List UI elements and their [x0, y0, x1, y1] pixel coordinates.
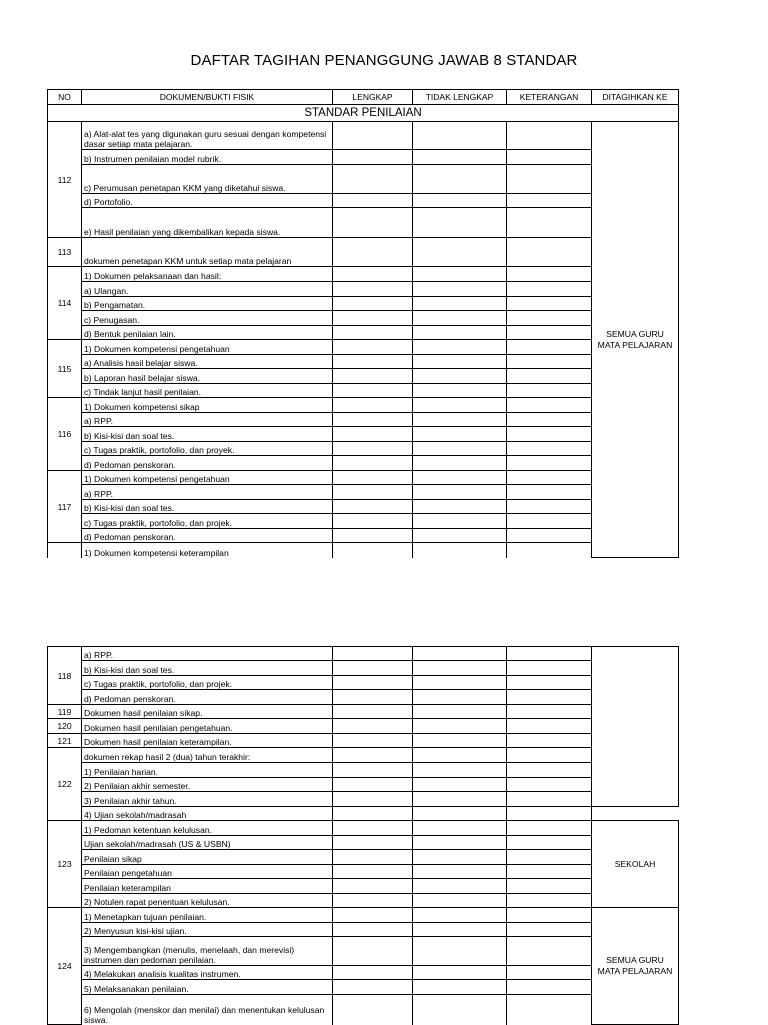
- lengkap-cell[interactable]: [333, 456, 413, 471]
- tagihan-table-1: [47, 89, 679, 558]
- document-item: 5) Melaksanakan penilaian.: [82, 980, 333, 995]
- tidak-lengkap-cell[interactable]: [413, 980, 507, 995]
- row-number: 116: [48, 398, 82, 471]
- lengkap-cell[interactable]: [333, 208, 413, 238]
- keterangan-cell[interactable]: [507, 995, 592, 1025]
- keterangan-cell[interactable]: [507, 398, 592, 413]
- tidak-lengkap-cell[interactable]: [413, 966, 507, 980]
- lengkap-cell[interactable]: [333, 705, 413, 719]
- keterangan-cell[interactable]: [507, 456, 592, 471]
- lengkap-cell[interactable]: [333, 326, 413, 340]
- keterangan-cell[interactable]: [507, 514, 592, 529]
- keterangan-cell[interactable]: [507, 923, 592, 937]
- document-item: a) RPP.: [82, 485, 333, 500]
- keterangan-cell[interactable]: [507, 267, 592, 282]
- document-item: c) Tindak lanjut hasil penilaian.: [82, 384, 333, 398]
- lengkap-cell[interactable]: [333, 282, 413, 297]
- tidak-lengkap-cell[interactable]: [413, 792, 507, 807]
- tidak-lengkap-cell[interactable]: [413, 297, 507, 311]
- keterangan-cell[interactable]: [507, 543, 592, 558]
- document-item: d) Portofolio.: [82, 194, 333, 208]
- lengkap-cell[interactable]: [333, 763, 413, 778]
- tidak-lengkap-cell[interactable]: [413, 456, 507, 471]
- keterangan-cell[interactable]: [507, 908, 592, 923]
- lengkap-cell[interactable]: [333, 238, 413, 267]
- keterangan-cell[interactable]: [507, 238, 592, 267]
- document-item: c) Tugas praktik, portofolio, dan projek.: [82, 514, 333, 529]
- table-header-row: [48, 90, 679, 105]
- col-header-tidak-lengkap: TIDAK LENGKAP: [413, 90, 507, 105]
- lengkap-cell[interactable]: [333, 442, 413, 456]
- lengkap-cell[interactable]: [333, 850, 413, 865]
- document-item: dokumen penetapan KKM untuk setiap mata pelajaran: [82, 238, 333, 267]
- document-item: c) Tugas praktik, portofolio, dan projek.: [82, 676, 333, 690]
- document-item: 3) Mengembangkan (menulis, menelaah, dan merevisi) instrumen dan pedoman penilaian.: [82, 937, 333, 966]
- lengkap-cell[interactable]: [333, 778, 413, 792]
- lengkap-cell[interactable]: [333, 966, 413, 980]
- document-item: 1) Pedoman ketentuan kelulusan.: [82, 821, 333, 836]
- document-item: 6) Mengolah (menskor dan menilai) dan menentukan kelulusan siswa.: [82, 995, 333, 1025]
- document-item: a) RPP.: [82, 647, 333, 661]
- assignee-cell-empty: [592, 647, 679, 807]
- keterangan-cell[interactable]: [507, 165, 592, 194]
- document-item: 4) Melakukan analisis kualitas instrumen.: [82, 966, 333, 980]
- tidak-lengkap-cell[interactable]: [413, 865, 507, 879]
- document-item: c) Perumusan penetapan KKM yang diketahui siswa.: [82, 165, 333, 194]
- tidak-lengkap-cell[interactable]: [413, 879, 507, 894]
- lengkap-cell[interactable]: [333, 748, 413, 763]
- tidak-lengkap-cell[interactable]: [413, 543, 507, 558]
- tidak-lengkap-cell[interactable]: [413, 442, 507, 456]
- lengkap-cell[interactable]: [333, 384, 413, 398]
- keterangan-cell[interactable]: [507, 122, 592, 150]
- keterangan-cell[interactable]: [507, 355, 592, 369]
- lengkap-cell[interactable]: [333, 369, 413, 384]
- lengkap-cell[interactable]: [333, 647, 413, 661]
- document-item: a) Alat-alat tes yang digunakan guru sesuai dengan kompetensi dasar setiap mata pelajaran.: [82, 122, 333, 150]
- document-item: Dokumen hasil penilaian keterampilan.: [82, 734, 333, 748]
- row-number: 114: [48, 267, 82, 340]
- tidak-lengkap-cell[interactable]: [413, 995, 507, 1025]
- document-item: 1) Dokumen kompetensi keterampilan: [82, 543, 333, 558]
- lengkap-cell[interactable]: [333, 937, 413, 966]
- tidak-lengkap-cell[interactable]: [413, 355, 507, 369]
- tidak-lengkap-cell[interactable]: [413, 734, 507, 748]
- tidak-lengkap-cell[interactable]: [413, 923, 507, 937]
- lengkap-cell[interactable]: [333, 340, 413, 355]
- lengkap-cell[interactable]: [333, 807, 413, 821]
- tidak-lengkap-cell[interactable]: [413, 500, 507, 514]
- lengkap-cell[interactable]: [333, 471, 413, 485]
- keterangan-cell[interactable]: [507, 311, 592, 326]
- row-number: 115: [48, 340, 82, 398]
- document-item: c) Tugas praktik, portofolio, dan proyek.: [82, 442, 333, 456]
- document-item: 1) Penilaian harian.: [82, 763, 333, 778]
- document-item: 4) Ujian sekolah/madrasah: [82, 807, 333, 821]
- lengkap-cell[interactable]: [333, 543, 413, 558]
- assignee-cell: SEKOLAH: [592, 821, 679, 908]
- lengkap-cell[interactable]: [333, 821, 413, 836]
- lengkap-cell[interactable]: [333, 485, 413, 500]
- keterangan-cell[interactable]: [507, 778, 592, 792]
- lengkap-cell[interactable]: [333, 792, 413, 807]
- row-number: 121: [48, 734, 82, 748]
- document-item: b) Kisi-kisi dan soal tes.: [82, 427, 333, 442]
- document-item: Penilaian keterampilan: [82, 879, 333, 894]
- tidak-lengkap-cell[interactable]: [413, 690, 507, 705]
- document-item: b) Kisi-kisi dan soal tes.: [82, 500, 333, 514]
- lengkap-cell[interactable]: [333, 194, 413, 208]
- tidak-lengkap-cell[interactable]: [413, 748, 507, 763]
- keterangan-cell[interactable]: [507, 894, 592, 908]
- tidak-lengkap-cell[interactable]: [413, 122, 507, 150]
- document-item: d) Pedoman penskoran.: [82, 456, 333, 471]
- document-item: 1) Menetapkan tujuan penilaian.: [82, 908, 333, 923]
- tidak-lengkap-cell[interactable]: [413, 398, 507, 413]
- keterangan-cell[interactable]: [507, 413, 592, 427]
- col-header-lengkap: LENGKAP: [333, 90, 413, 105]
- tidak-lengkap-cell[interactable]: [413, 763, 507, 778]
- tidak-lengkap-cell[interactable]: [413, 413, 507, 427]
- lengkap-cell[interactable]: [333, 894, 413, 908]
- col-header-no: NO: [48, 90, 82, 105]
- document-item: c) Penugasan.: [82, 311, 333, 326]
- lengkap-cell[interactable]: [333, 297, 413, 311]
- tidak-lengkap-cell[interactable]: [413, 807, 507, 821]
- keterangan-cell[interactable]: [507, 792, 592, 807]
- document-item: 1) Dokumen pelaksanaan dan hasil:: [82, 267, 333, 282]
- keterangan-cell[interactable]: [507, 807, 592, 821]
- lengkap-cell[interactable]: [333, 122, 413, 150]
- lengkap-cell[interactable]: [333, 355, 413, 369]
- keterangan-cell[interactable]: [507, 676, 592, 690]
- keterangan-cell[interactable]: [507, 719, 592, 734]
- keterangan-cell[interactable]: [507, 966, 592, 980]
- lengkap-cell[interactable]: [333, 514, 413, 529]
- tidak-lengkap-cell[interactable]: [413, 894, 507, 908]
- keterangan-cell[interactable]: [507, 529, 592, 543]
- lengkap-cell[interactable]: [333, 311, 413, 326]
- tidak-lengkap-cell[interactable]: [413, 326, 507, 340]
- tidak-lengkap-cell[interactable]: [413, 705, 507, 719]
- lengkap-cell[interactable]: [333, 995, 413, 1025]
- document-item: Penilaian sikap: [82, 850, 333, 865]
- keterangan-cell[interactable]: [507, 369, 592, 384]
- tidak-lengkap-cell[interactable]: [413, 238, 507, 267]
- tidak-lengkap-cell[interactable]: [413, 937, 507, 966]
- tidak-lengkap-cell[interactable]: [413, 369, 507, 384]
- tidak-lengkap-cell[interactable]: [413, 165, 507, 194]
- row-number: 112: [48, 122, 82, 238]
- lengkap-cell[interactable]: [333, 980, 413, 995]
- col-header-dokumen: DOKUMEN/BUKTI FISIK: [82, 90, 333, 105]
- keterangan-cell[interactable]: [507, 705, 592, 719]
- keterangan-cell[interactable]: [507, 661, 592, 676]
- tidak-lengkap-cell[interactable]: [413, 311, 507, 326]
- tidak-lengkap-cell[interactable]: [413, 647, 507, 661]
- keterangan-cell[interactable]: [507, 734, 592, 748]
- tidak-lengkap-cell[interactable]: [413, 384, 507, 398]
- keterangan-cell[interactable]: [507, 208, 592, 238]
- tidak-lengkap-cell[interactable]: [413, 471, 507, 485]
- document-item: b) Laporan hasil belajar siswa.: [82, 369, 333, 384]
- document-item: dokumen rekap hasil 2 (dua) tahun terakhir:: [82, 748, 333, 763]
- row-number: 118: [48, 647, 82, 705]
- keterangan-cell[interactable]: [507, 427, 592, 442]
- lengkap-cell[interactable]: [333, 165, 413, 194]
- document-item: Ujian sekolah/madrasah (US & USBN): [82, 836, 333, 850]
- keterangan-cell[interactable]: [507, 980, 592, 995]
- document-item: 2) Penilaian akhir semester.: [82, 778, 333, 792]
- keterangan-cell[interactable]: [507, 748, 592, 763]
- lengkap-cell[interactable]: [333, 427, 413, 442]
- keterangan-cell[interactable]: [507, 865, 592, 879]
- lengkap-cell[interactable]: [333, 398, 413, 413]
- tidak-lengkap-cell[interactable]: [413, 427, 507, 442]
- tidak-lengkap-cell[interactable]: [413, 194, 507, 208]
- tidak-lengkap-cell[interactable]: [413, 150, 507, 165]
- row-number: 124: [48, 908, 82, 1025]
- lengkap-cell[interactable]: [333, 719, 413, 734]
- document-item: 1) Dokumen kompetensi pengetahuan: [82, 340, 333, 355]
- lengkap-cell[interactable]: [333, 734, 413, 748]
- tidak-lengkap-cell[interactable]: [413, 340, 507, 355]
- keterangan-cell[interactable]: [507, 340, 592, 355]
- col-header-ditagihkan: DITAGIHKAN KE: [592, 90, 679, 105]
- row-number: 120: [48, 719, 82, 734]
- lengkap-cell[interactable]: [333, 413, 413, 427]
- tidak-lengkap-cell[interactable]: [413, 719, 507, 734]
- lengkap-cell[interactable]: [333, 661, 413, 676]
- keterangan-cell[interactable]: [507, 879, 592, 894]
- keterangan-cell[interactable]: [507, 282, 592, 297]
- keterangan-cell[interactable]: [507, 500, 592, 514]
- lengkap-cell[interactable]: [333, 908, 413, 923]
- keterangan-cell[interactable]: [507, 485, 592, 500]
- lengkap-cell[interactable]: [333, 879, 413, 894]
- document-item: a) Analisis hasil belajar siswa.: [82, 355, 333, 369]
- document-item: d) Pedoman penskoran.: [82, 690, 333, 705]
- col-header-keterangan: KETERANGAN: [507, 90, 592, 105]
- document-item: 2) Notulen rapat penentuan kelulusan.: [82, 894, 333, 908]
- keterangan-cell[interactable]: [507, 150, 592, 165]
- keterangan-cell[interactable]: [507, 836, 592, 850]
- document-item: 1) Dokumen kompetensi pengetahuan: [82, 471, 333, 485]
- row-number: 113: [48, 238, 82, 267]
- lengkap-cell[interactable]: [333, 267, 413, 282]
- keterangan-cell[interactable]: [507, 194, 592, 208]
- row-number: 117: [48, 471, 82, 543]
- document-item: d) Pedoman penskoran.: [82, 529, 333, 543]
- lengkap-cell[interactable]: [333, 500, 413, 514]
- keterangan-cell[interactable]: [507, 471, 592, 485]
- tidak-lengkap-cell[interactable]: [413, 821, 507, 836]
- lengkap-cell[interactable]: [333, 529, 413, 543]
- lengkap-cell[interactable]: [333, 676, 413, 690]
- keterangan-cell[interactable]: [507, 937, 592, 966]
- document-item: d) Bentuk penilaian lain.: [82, 326, 333, 340]
- assignee-cell: SEMUA GURU MATA PELAJARAN: [592, 122, 679, 558]
- keterangan-cell[interactable]: [507, 442, 592, 456]
- row-number: [48, 543, 82, 558]
- document-item: Penilaian pengetahuan: [82, 865, 333, 879]
- section-title: STANDAR PENILAIAN: [48, 105, 679, 122]
- tidak-lengkap-cell[interactable]: [413, 850, 507, 865]
- assignee-cell: SEMUA GURU MATA PELAJARAN: [592, 908, 679, 1025]
- document-item: 1) Dokumen kompetensi sikap: [82, 398, 333, 413]
- document-item: e) Hasil penilaian yang dikembalikan kepada siswa.: [82, 208, 333, 238]
- keterangan-cell[interactable]: [507, 297, 592, 311]
- row-number: 123: [48, 821, 82, 908]
- document-item: b) Instrumen penilaian model rubrik.: [82, 150, 333, 165]
- document-item: Dokumen hasil penilaian pengetahuan.: [82, 719, 333, 734]
- document-item: a) RPP.: [82, 413, 333, 427]
- tidak-lengkap-cell[interactable]: [413, 676, 507, 690]
- document-item: b) Kisi-kisi dan soal tes.: [82, 661, 333, 676]
- page-title: DAFTAR TAGIHAN PENANGGUNG JAWAB 8 STANDAR: [190, 52, 578, 69]
- tidak-lengkap-cell[interactable]: [413, 208, 507, 238]
- tidak-lengkap-cell[interactable]: [413, 836, 507, 850]
- document-item: a) Ulangan.: [82, 282, 333, 297]
- lengkap-cell[interactable]: [333, 836, 413, 850]
- tagihan-table-2: [47, 646, 679, 1025]
- keterangan-cell[interactable]: [507, 384, 592, 398]
- keterangan-cell[interactable]: [507, 763, 592, 778]
- keterangan-cell[interactable]: [507, 821, 592, 836]
- lengkap-cell[interactable]: [333, 865, 413, 879]
- document-item: 2) Menyusun kisi-kisi ujian.: [82, 923, 333, 937]
- tidak-lengkap-cell[interactable]: [413, 485, 507, 500]
- row-number: 122: [48, 748, 82, 821]
- tidak-lengkap-cell[interactable]: [413, 529, 507, 543]
- row-number: 119: [48, 705, 82, 719]
- lengkap-cell[interactable]: [333, 690, 413, 705]
- document-item: b) Pengamatan.: [82, 297, 333, 311]
- tidak-lengkap-cell[interactable]: [413, 778, 507, 792]
- tidak-lengkap-cell[interactable]: [413, 908, 507, 923]
- lengkap-cell[interactable]: [333, 150, 413, 165]
- lengkap-cell[interactable]: [333, 923, 413, 937]
- document-item: Dokumen hasil penilaian sikap.: [82, 705, 333, 719]
- tidak-lengkap-cell[interactable]: [413, 514, 507, 529]
- tidak-lengkap-cell[interactable]: [413, 282, 507, 297]
- keterangan-cell[interactable]: [507, 326, 592, 340]
- keterangan-cell[interactable]: [507, 850, 592, 865]
- keterangan-cell[interactable]: [507, 690, 592, 705]
- keterangan-cell[interactable]: [507, 647, 592, 661]
- document-item: 3) Penilaian akhir tahun.: [82, 792, 333, 807]
- tidak-lengkap-cell[interactable]: [413, 267, 507, 282]
- tidak-lengkap-cell[interactable]: [413, 661, 507, 676]
